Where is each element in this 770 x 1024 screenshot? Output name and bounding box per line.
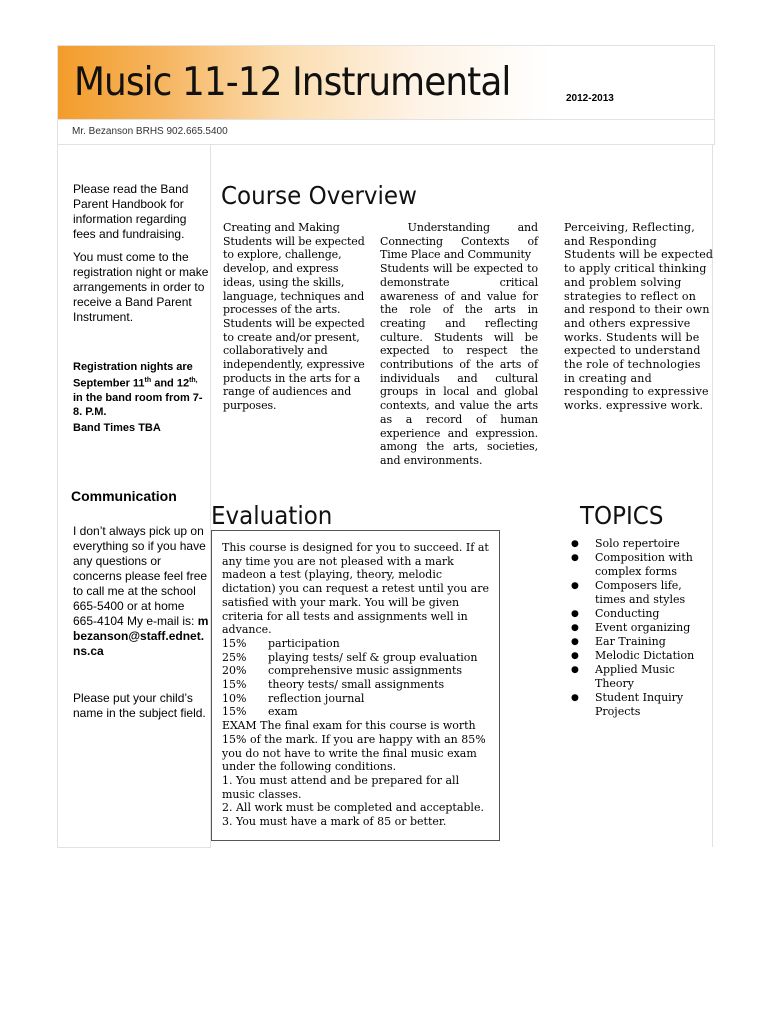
registration-nights-a: Registration nights are September 11 xyxy=(73,361,193,390)
breakdown-row xyxy=(222,637,494,651)
breakdown-item: playing tests/ self & group evaluation xyxy=(268,650,478,664)
evaluation-title: Evaluation xyxy=(211,501,333,530)
bullet-icon: ● xyxy=(571,665,579,675)
breakdown-row xyxy=(222,664,494,678)
breakdown-pct: 15% xyxy=(222,636,247,650)
breakdown-row xyxy=(222,692,494,706)
bullet-icon: ● xyxy=(571,539,579,549)
handbook-note: Please read the Band Parent Handbook for information regarding fees and fundraising. xyxy=(73,182,189,241)
registration-nights xyxy=(73,360,209,419)
overview-column-understanding: Understanding and Connecting Contexts of Time Place and Community Students will be expected to demonstrate critical awareness of and value for the role of the arts in creating and reflecting culture. Students will be expected to respect the contributions of the arts of individuals and cultural groups in local and global contexts, and value the arts as a record of human experience and expression. among the arts, societies, and environments. xyxy=(380,221,538,467)
topic-label: Student Inquiry Projects xyxy=(595,691,684,718)
list-item xyxy=(571,663,711,691)
evaluation-breakdown xyxy=(222,637,494,719)
evaluation-intro: This course is designed for you to succeed. If at any time you are not pleased with a mark madeon a test (playing, theory, melodic dictation) you can request a retest until you are satisfied with your mark. You will be given criteria for all tests and assignments well in advance. xyxy=(222,541,489,637)
topic-label: Event organizing xyxy=(595,621,691,634)
breakdown-pct: 15% xyxy=(222,678,247,692)
list-item xyxy=(571,579,711,607)
breakdown-pct: 20% xyxy=(222,664,247,678)
list-item xyxy=(571,621,711,635)
list-item xyxy=(571,537,711,551)
list-item xyxy=(571,551,711,579)
list-item xyxy=(571,649,711,663)
sidebar xyxy=(57,145,211,848)
breakdown-row xyxy=(222,678,494,692)
breakdown-pct: 10% xyxy=(222,691,247,705)
overview-column-perceiving: Perceiving, Reflecting, and Responding Students will be expected to apply critical thinking and problem solving strategies to reflect on and respond to their own and others expressive works. Students will be expected to understand the role of technologies in creating and responding to expressive works. expressive work. xyxy=(564,221,714,413)
page-title: Music 11-12 Instrumental xyxy=(74,60,511,105)
course-overview-title: Course Overview xyxy=(221,181,417,210)
subject-note: Please put your child’s name in the subject field. xyxy=(73,691,206,720)
exam-note: EXAM The final exam for this course is worth 15% of the mark. If you are happy with an 85% you do not have to write the final music exam under the following conditions. xyxy=(222,719,486,774)
exam-condition: 3. You must have a mark of 85 or better. xyxy=(222,815,447,829)
communication-heading: Communication xyxy=(71,488,177,504)
sup-th-1: th xyxy=(144,377,152,384)
header-banner xyxy=(57,45,715,120)
breakdown-row xyxy=(222,705,494,719)
breakdown-item: participation xyxy=(268,636,340,650)
bullet-icon: ● xyxy=(571,651,579,661)
registration-nights-b: and 12 xyxy=(151,377,190,390)
bullet-icon: ● xyxy=(571,553,579,563)
evaluation-text xyxy=(222,541,494,829)
registration-nights-c: in the band room from 7-8. P.M. xyxy=(73,391,203,418)
sup-th-2: th, xyxy=(189,377,198,384)
topics-list xyxy=(571,537,711,719)
overview-column-creating: Creating and Making Students will be expected to explore, challenge, develop, and express ideas, using the skills, language, techniques and processes of the arts. Students will be expected to create and/or present, collaboratively and independently, expressive products in the arts for a range of audiences and purposes. xyxy=(223,221,365,413)
topic-label: Composition with complex forms xyxy=(595,551,693,578)
list-item xyxy=(571,607,711,621)
school-year: 2012-2013 xyxy=(566,93,614,104)
topic-label: Applied Music Theory xyxy=(595,663,675,690)
band-times: Band Times TBA xyxy=(73,422,161,434)
breakdown-pct: 25% xyxy=(222,650,247,664)
bullet-icon: ● xyxy=(571,581,579,591)
topics-title: TOPICS xyxy=(580,501,664,530)
list-item xyxy=(571,691,711,719)
list-item xyxy=(571,635,711,649)
exam-condition: 2. All work must be completed and acceptable. xyxy=(222,801,484,815)
topic-label: Solo repertoire xyxy=(595,537,680,550)
bullet-icon: ● xyxy=(571,693,579,703)
communication-body: I don’t always pick up on everything so if you have any questions or concerns please feel free to call me at the school 665-5400 or at home 665-4104 My e-mail is: xyxy=(73,524,208,628)
topic-label: Conducting xyxy=(595,607,660,620)
bullet-icon: ● xyxy=(571,609,579,619)
exam-condition: 1. You must attend and be prepared for all music classes. xyxy=(222,773,460,801)
evaluation-box xyxy=(211,530,500,841)
registration-note: You must come to the registration night or make arrangements in order to receive a Band Parent Instrument. xyxy=(73,250,209,324)
communication-text xyxy=(73,524,209,659)
teacher-bar xyxy=(57,118,715,145)
email-link[interactable]: mbezanson@staff.ednet.ns.ca xyxy=(73,614,209,658)
bullet-icon: ● xyxy=(571,637,579,647)
bullet-icon: ● xyxy=(571,623,579,633)
breakdown-item: exam xyxy=(268,705,298,719)
teacher-contact: Mr. Bezanson BRHS 902.665.5400 xyxy=(72,126,228,137)
breakdown-item: comprehensive music assignments xyxy=(268,664,463,678)
breakdown-pct: 15% xyxy=(222,705,247,719)
topic-label: Ear Training xyxy=(595,635,666,648)
breakdown-item: reflection journal xyxy=(268,691,365,705)
topic-label: Melodic Dictation xyxy=(595,649,695,662)
topic-label: Composers life, times and styles xyxy=(595,579,686,606)
breakdown-item: theory tests/ small assignments xyxy=(268,678,445,692)
breakdown-row xyxy=(222,651,494,665)
